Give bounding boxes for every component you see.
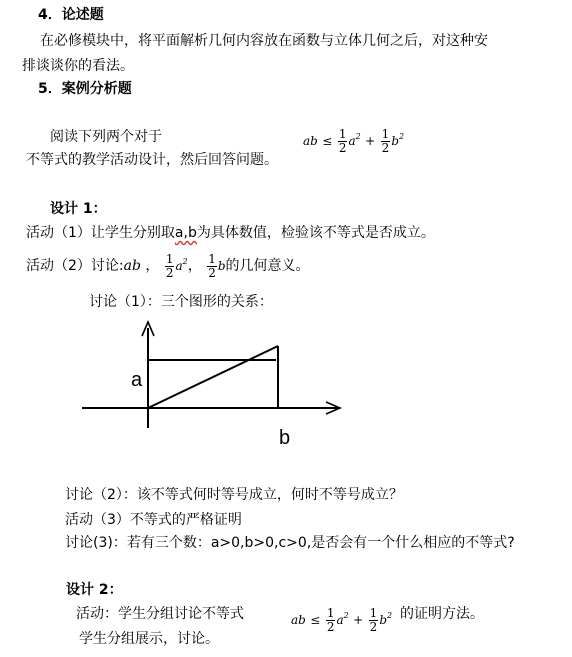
design1-discussion3: 讨论(3)：若有三个数：a>0,b>0,c>0,是否会有一个什么相应的不等式? (65, 535, 515, 551)
design2-show: 学生分组展示，讨论。 (79, 631, 219, 647)
design1-activity2: 活动（2）讨论:ab ， $\frac{1}{2}$ $a^2$， $\frac{1}{2}$ b的几何意义。 (26, 251, 310, 280)
design1-title: 设计 1： (50, 201, 107, 217)
design2-activity-suffix: 的证明方法。 (400, 606, 484, 622)
q5-intro-line2: 不等式的教学活动设计，然后回答问题。 (26, 152, 278, 168)
design2-activity: 活动：学生分组讨论不等式 (76, 606, 244, 622)
ab-values: a,b (174, 225, 197, 241)
q4-heading: 4．论述题 (38, 7, 104, 23)
design1-discussion1: 讨论（1）：三个图形的关系： (89, 294, 273, 310)
q4-body-line1: 在必修模块中，将平面解析几何内容放在函数与立体几何之后，对这种安 (40, 33, 488, 49)
q4-body-line2: 排谈谈你的看法。 (22, 58, 134, 74)
inequality-formula-2: ab ≤ $\frac{1}{2}$ $a^2$ + $\frac{1}{2}$ $b^2$ (291, 605, 393, 634)
q5-intro-line1: 阅读下列两个对于 (50, 129, 162, 145)
geometry-figure (0, 310, 572, 480)
q5-heading: 5．案例分析题 (38, 81, 132, 97)
label-b: b (279, 427, 291, 449)
inequality-formula: ab ≤ $\frac{1}{2}$ $a^2$ + $\frac{1}{2}$ $b^2$ (303, 126, 405, 155)
design1-activity3: 活动（3）不等式的严格证明 (65, 512, 242, 528)
design1-discussion2: 讨论（2）：该不等式何时等号成立，何时不等号成立？ (65, 487, 403, 503)
label-a: a (131, 369, 143, 391)
triangle-hypotenuse (148, 346, 278, 408)
design2-title: 设计 2： (66, 582, 123, 598)
design1-activity1: 活动（1）让学生分别取a,b为具体数值，检验该不等式是否成立。 (26, 225, 435, 241)
